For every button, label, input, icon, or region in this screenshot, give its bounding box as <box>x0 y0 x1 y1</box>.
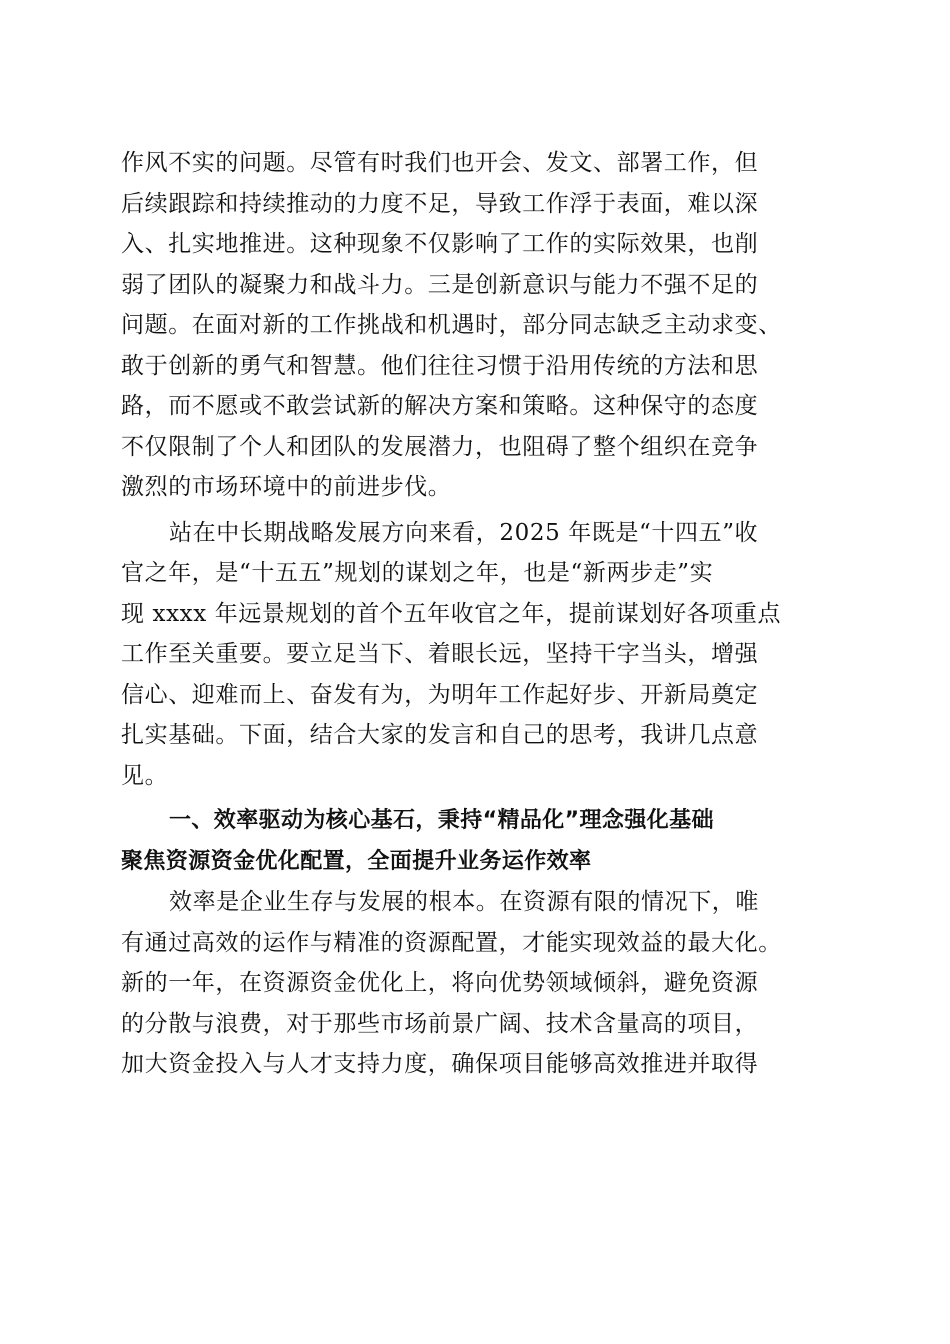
text-line: 现 xxxx 年远景规划的首个五年收官之年，提前谋划好各项重点 <box>121 600 782 627</box>
paragraph-strategy <box>121 513 833 797</box>
text-line: 的分散与浪费，对于那些市场前景广阔、技术含量高的项目， <box>121 1010 759 1037</box>
heading-line: 一、效率驱动为核心基石，秉持“精品化”理念强化基础 <box>169 808 714 833</box>
paragraph-problems <box>121 143 833 508</box>
document-body <box>121 143 833 1085</box>
text-line: 弱了团队的凝聚力和战斗力。三是创新意识与能力不强不足的 <box>121 271 759 298</box>
text-line: 有通过高效的运作与精准的资源配置，才能实现效益的最大化。 <box>121 929 782 956</box>
text-line: 工作至关重要。要立足当下、着眼长远，坚持干字当头，增强 <box>121 641 759 667</box>
text-line: 加大资金投入与人才支持力度，确保项目能够高效推进并取得 <box>121 1051 759 1077</box>
paragraph-efficiency <box>121 882 833 1085</box>
text-line: 作风不实的问题。尽管有时我们也开会、发文、部署工作，但 <box>121 150 759 176</box>
text-line: 效率是企业生存与发展的根本。在资源有限的情况下，唯 <box>169 889 759 915</box>
heading-line: 聚焦资源资金优化配置，全面提升业务运作效率 <box>121 848 592 874</box>
text-line: 不仅限制了个人和团队的发展潜力，也阻碍了整个组织在竞争 <box>121 433 759 460</box>
section-heading <box>121 801 833 882</box>
text-line: 信心、迎难而上、奋发有为，为明年工作起好步、开新局奠定 <box>121 681 759 708</box>
text-line: 官之年，是“十五五”规划的谋划之年，也是“新两步走”实 <box>121 560 714 586</box>
text-line: 后续跟踪和持续推动的力度不足，导致工作浮于表面，难以深 <box>121 190 759 217</box>
text-line: 问题。在面对新的工作挑战和机遇时，部分同志缺乏主动求变、 <box>121 312 782 338</box>
text-line: 扎实基础。下面，结合大家的发言和自己的思考，我讲几点意 <box>121 722 759 748</box>
text-line: 新的一年，在资源资金优化上，将向优势领域倾斜，避免资源 <box>121 970 759 996</box>
text-line: 见。 <box>121 762 169 789</box>
text-line: 站在中长期战略发展方向来看，2025 年既是“十四五”收 <box>169 519 759 546</box>
text-line: 敢于创新的勇气和智慧。他们往往习惯于沿用传统的方法和思 <box>121 352 759 379</box>
text-line: 入、扎实地推进。这种现象不仅影响了工作的实际效果，也削 <box>121 231 759 257</box>
text-line: 路，而不愿或不敢尝试新的解决方案和策略。这种保守的态度 <box>121 393 759 419</box>
text-line: 激烈的市场环境中的前进步伐。 <box>121 474 452 500</box>
